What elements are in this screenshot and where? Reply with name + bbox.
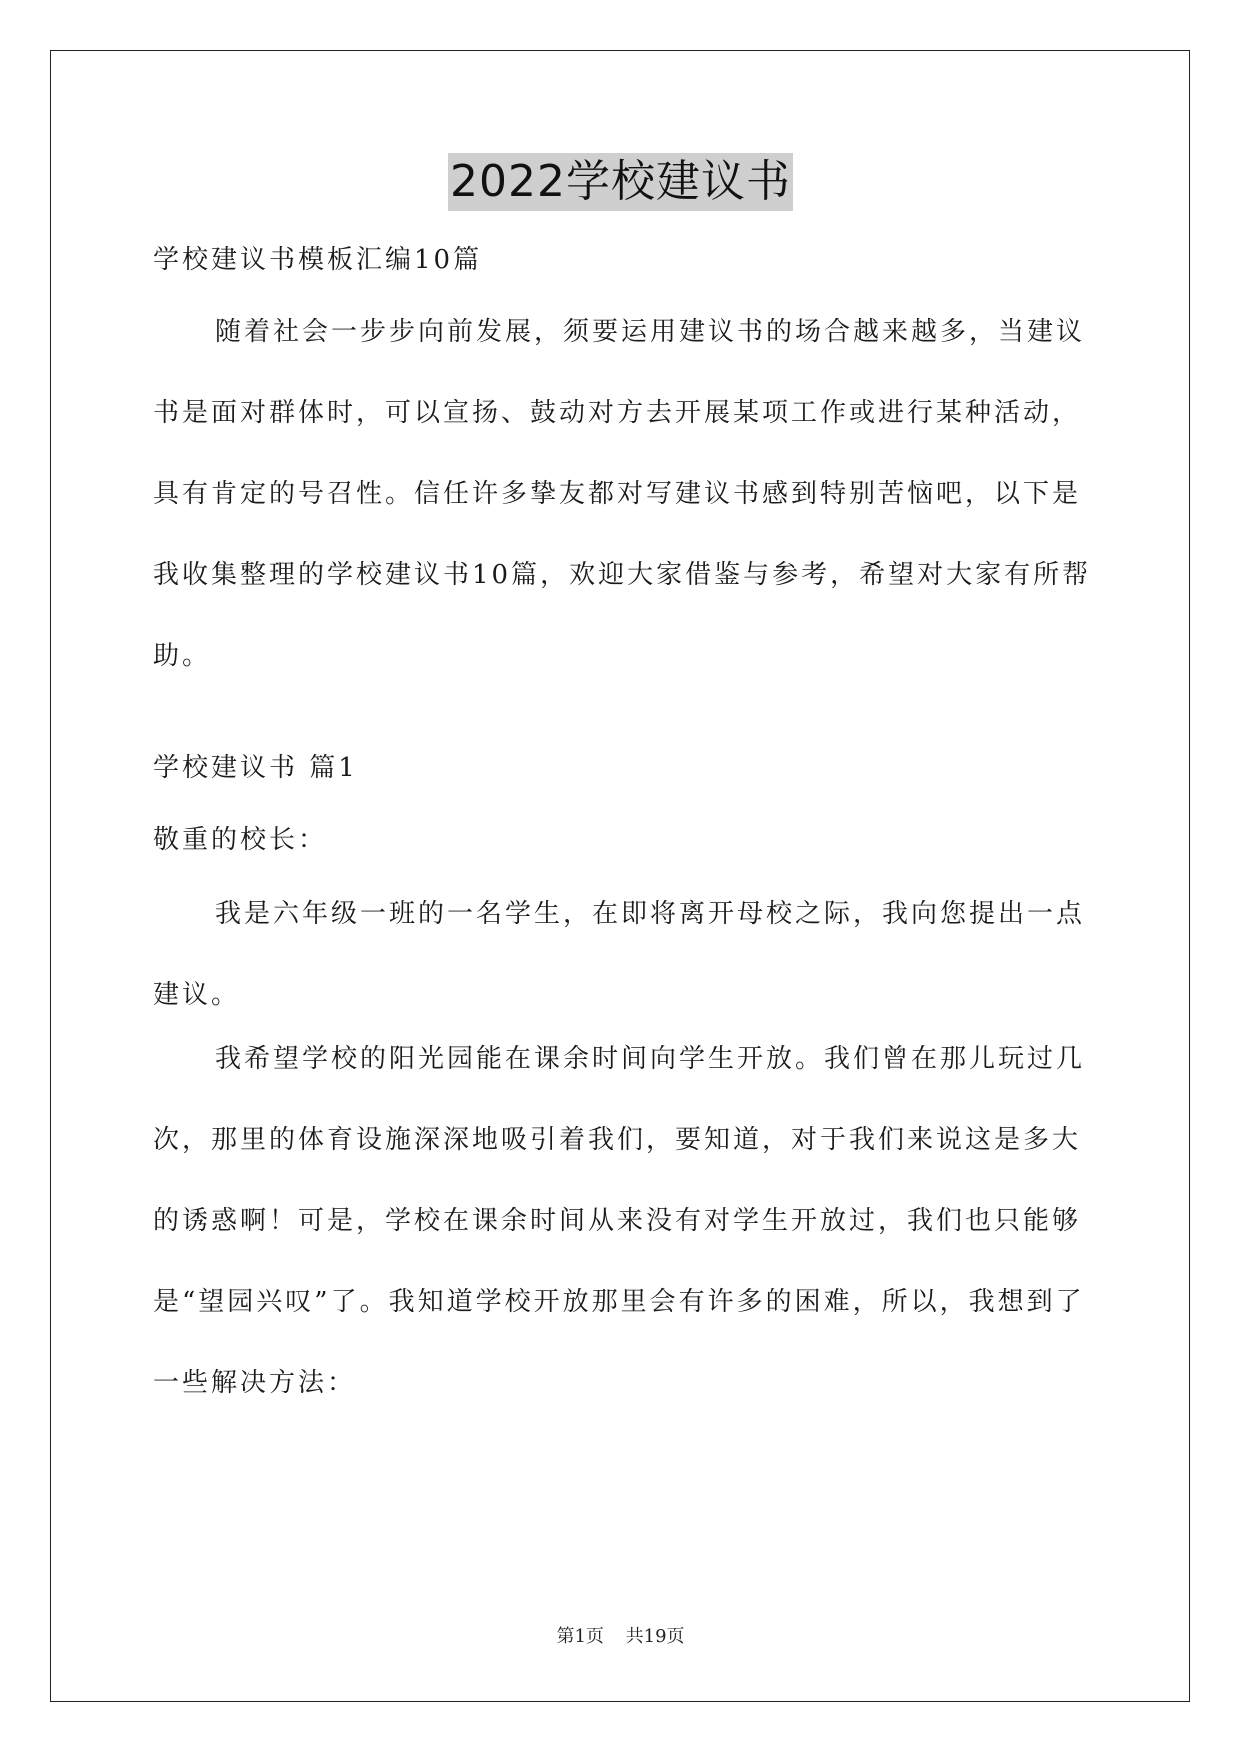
document-title: 2022学校建议书 [448,153,793,211]
title-container [0,153,1241,211]
section-heading: 学校建议书 篇1 [153,753,358,783]
page-number: 第1页 [556,1626,604,1647]
body-paragraph-1: 我是六年级一班的一名学生，在即将离开母校之际，我向您提出一点建议。 [153,899,1086,1010]
body-paragraph-2: 我希望学校的阳光园能在课余时间向学生开放。我们曾在那儿玩过几次，那里的体育设施深深地吸引着我们，要知道，对于我们来说这是多大的诱惑啊！可是，学校在课余时间从来没有对学生开放过，我们也只能够是“望园兴叹”了。我知道学校开放那里会有许多的困难，所以，我想到了一些解决方法： [153,1044,1086,1398]
page-total: 共19页 [625,1626,685,1647]
salutation: 敬重的校长： [153,825,328,855]
document-subtitle: 学校建议书模板汇编10篇 [153,245,483,275]
intro-paragraph: 随着社会一步步向前发展，须要运用建议书的场合越来越多，当建议书是面对群体时，可以宣扬、鼓动对方去开展某项工作或进行某种活动，具有肯定的号召性。信任许多挚友都对写建议书感到特别苦恼吧，以下是我收集整理的学校建议书10篇，欢迎大家借鉴与参考，希望对大家有所帮助。 [153,317,1092,671]
page-footer [0,1625,1241,1649]
